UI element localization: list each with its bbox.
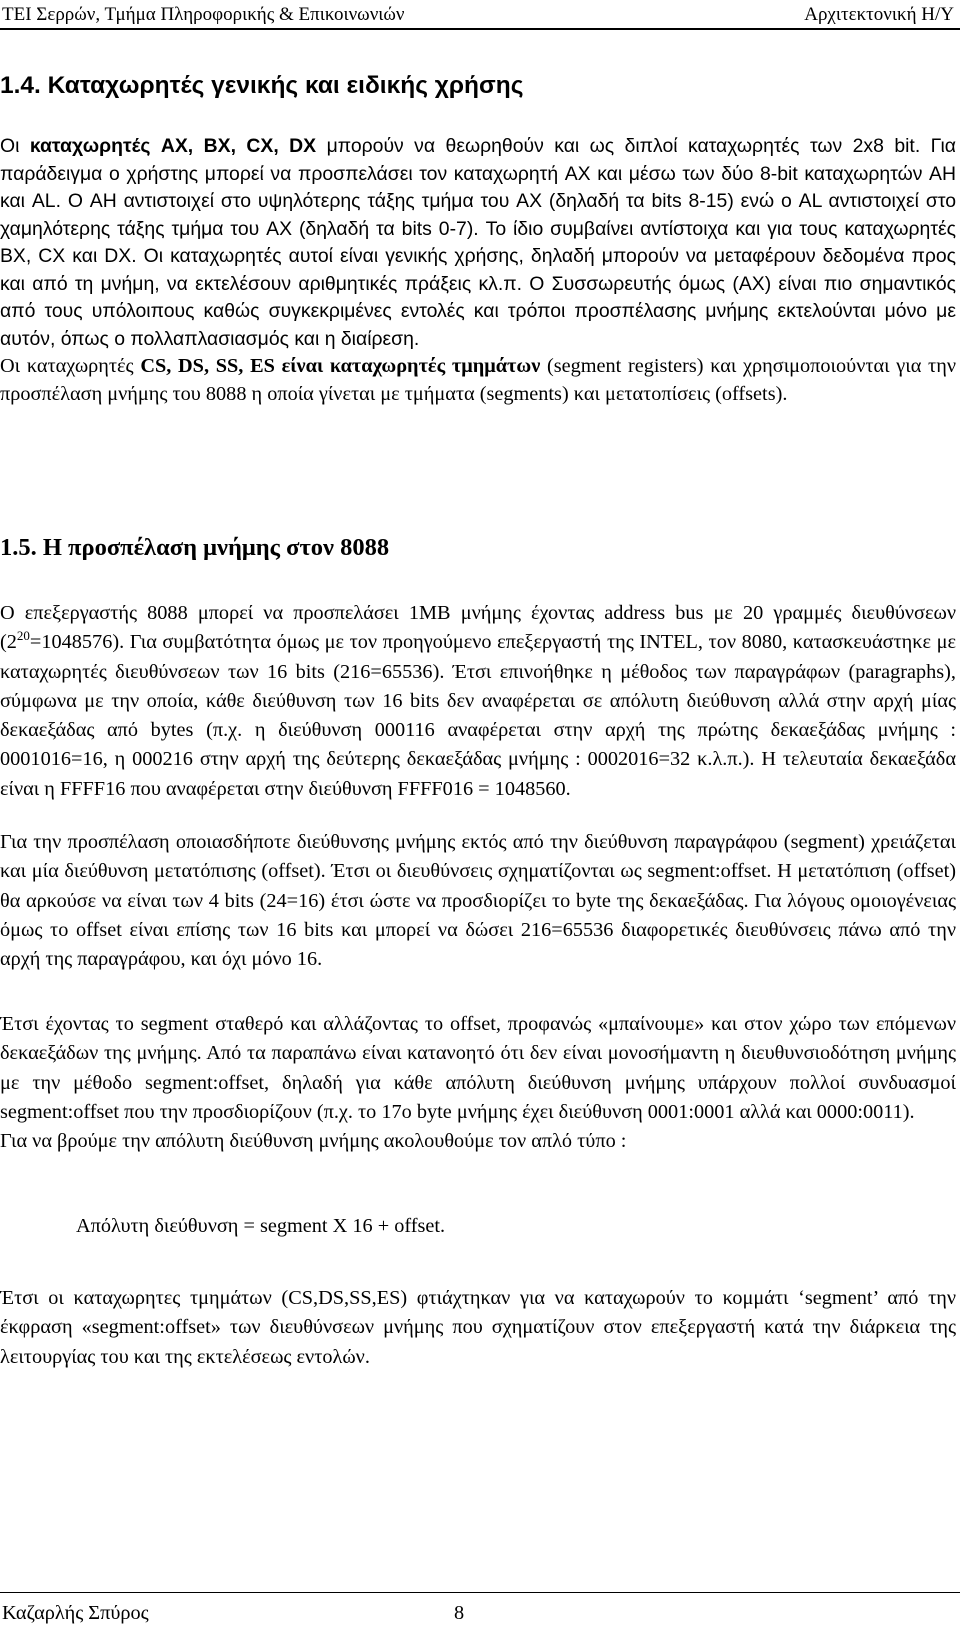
section-1-5-paragraph-2: Για την προσπέλαση οποιασδήποτε διεύθυνσης μνήμης εκτός από την διεύθυνση παραγράφου (segment) χρειάζεται και μία διεύθυνση μετατόπισης (offset). Έτσι οι διευθύνσεις σχηματίζονται ως segment:offset. Η μετατόπιση (offset) θα αρκούσε να είναι των 4 bits (24=16) έτσι ώστε να προσδιορίζει το byte της δεκαεξάδας. Για λόγους ομοιογένειας όμως το offset είναι επίσης των 16 bits και μπορεί να δώσει 216=65536 διαφορετικές διευθύνσεις πάνω από την αρχή της παραγράφου, και όχι μόνο 16. <box>0 831 956 971</box>
p1-segment-text-f: (segment registers) και χρησιμοποιούνται για την προσπέλαση μνήμης του 8088 η οποία γίνεται με τμήματα (segments) και μετατοπίσεις (offsets). <box>0 355 956 405</box>
p1-segment-text-d: Οι καταχωρητές <box>0 355 141 377</box>
section-1-5-paragraph-4: Έτσι οι καταχωρητες τμημάτων (CS,DS,SS,ES) φτιάχτηκαν για να καταχωρούν το κομμάτι ‘segment’ από την έκφραση «segment:offset» των διευθύνσεων μνήμης που σχηματίζουν στον επεξεργαστή κατά την διάρκεια της λειτουργίας του και της εκτελέσεως εντολών. <box>0 1287 956 1368</box>
footer-author: Καζαρλής Σπύρος <box>2 1602 149 1624</box>
page-number: 8 <box>454 1602 465 1624</box>
p1-bold-registers: καταχωρητές AX, BX, CX, DX <box>29 135 317 157</box>
page-header <box>0 4 960 30</box>
p2-superscript: 20 <box>16 628 30 644</box>
p2-text-a: Ο επεξεργαστής 8088 μπορεί να προσπελάσει 1MB μνήμης έχοντας address bus με 20 γραμμές διευθύνσεων (2 <box>0 602 956 654</box>
section-1-4-title: 1.4. Καταχωρητές γενικής και ειδικής χρήσης <box>0 72 524 99</box>
footer-divider <box>0 1592 960 1593</box>
section-1-5-paragraph-1 <box>0 599 956 804</box>
section-1-4-paragraph <box>0 133 956 408</box>
p4-text-a: Έτσι έχοντας το segment σταθερό και αλλάζοντας το offset, προφανώς «μπαίνουμε» και στον χώρο των επόμενων δεκαεξάδων της μνήμης. Από τα παραπάνω είναι κατανοητό ότι δεν είναι μονοσήμαντη η διευθυνσιοδότηση μνήμης με την μέθοδο segment:offset, δηλαδή για κάθε απόλυτη διεύθυνση μνήμης υπάρχουν πολλοί συνδυασμοί segment:offset που την προσδιορίζουν (π.χ. το 17ο byte μνήμης έχει διεύθυνση 0001:0001 αλλά και 0000:0011). <box>0 1013 956 1123</box>
p1-bold-segment-registers: CS, DS, SS, ES είναι καταχωρητές τμημάτων <box>140 355 541 377</box>
header-course: Αρχιτεκτονική Η/Υ <box>804 4 954 25</box>
header-institution: ΤΕΙ Σερρών, Τμήμα Πληροφορικής & Επικοινωνιών <box>2 4 405 25</box>
p1-text-a: Οι <box>0 135 30 157</box>
p1-text-c: μπορούν να θεωρηθούν και ως διπλοί καταχωρητές των 2x8 bit. Για παράδειγμα ο χρήστης μπορεί να προσπελάσει τον καταχωρητή AX και μέσω των δύο 8-bit καταχωρητών AH και AL. Ο AH αντιστοιχεί στο υψηλότερης τάξης τμήμα του AX (δηλαδή τα bits 8-15) ενώ ο AL αντιστοιχεί στο χαμηλότερης τάξης τμήμα του AX (δηλαδή τα bits 0-7). Το ίδιο συμβαίνει αντίστοιχα και για τους καταχωρητές BX, CX και DX. Οι καταχωρητές αυτοί είναι γενικής χρήσης, δηλαδή μπορούν να μεταφέρουν δεδομένα προς και από τη μνήμη, να εκτελέσουν αριθμητικές πράξεις κλ.π. Ο Συσσωρευτής όμως (AX) είναι πιο σημαντικός από τους υπόλοιπους καθώς συγκεκριμένες εντολές και τρόποι προσπέλασης μνήμης εκτελούνται μόνο με αυτόν, όπως ο πολλαπλασιασμός και η διαίρεση. <box>0 135 957 350</box>
section-1-5-paragraph-3 <box>0 1010 956 1156</box>
section-1-5-title: 1.5. Η προσπέλαση μνήμης στον 8088 <box>0 534 390 561</box>
p4-text-b: Για να βρούμε την απόλυτη διεύθυνση μνήμης ακολουθούμε τον απλό τύπο : <box>0 1130 627 1153</box>
p2-text-b: =1048576). Για συμβατότητα όμως με τον προηγούμενο επεξεργαστή της INTEL, τον 8080, κατασκευάστηκε με καταχωρητές διευθύνσεων των 16 bits (216=65536). Έτσι επινοήθηκε η μέθοδος των παραγράφων (paragraphs), σύμφωνα με την οποία, κάθε διεύθυνση των 16 bits δεν αναφέρεται σε απόλυτη διεύθυνση αλλά στην αρχή μίας δεκαεξάδας από bytes (π.χ. η διεύθυνση 000116 αναφέρεται στην αρχή της πρώτης δεκαεξάδας μνήμης : 0001016=16, η 000216 στην αρχή της δεύτερης δεκαεξάδας μνήμης : 0002016=32 κ.λ.π.). Η τελευταία δεκαεξάδα είναι η FFFF16 που αναφέρεται στην διεύθυνση FFFF016 = 1048560. <box>0 631 956 800</box>
absolute-address-formula: Απόλυτη διεύθυνση = segment X 16 + offset. <box>76 1215 446 1237</box>
header-divider <box>0 28 960 30</box>
